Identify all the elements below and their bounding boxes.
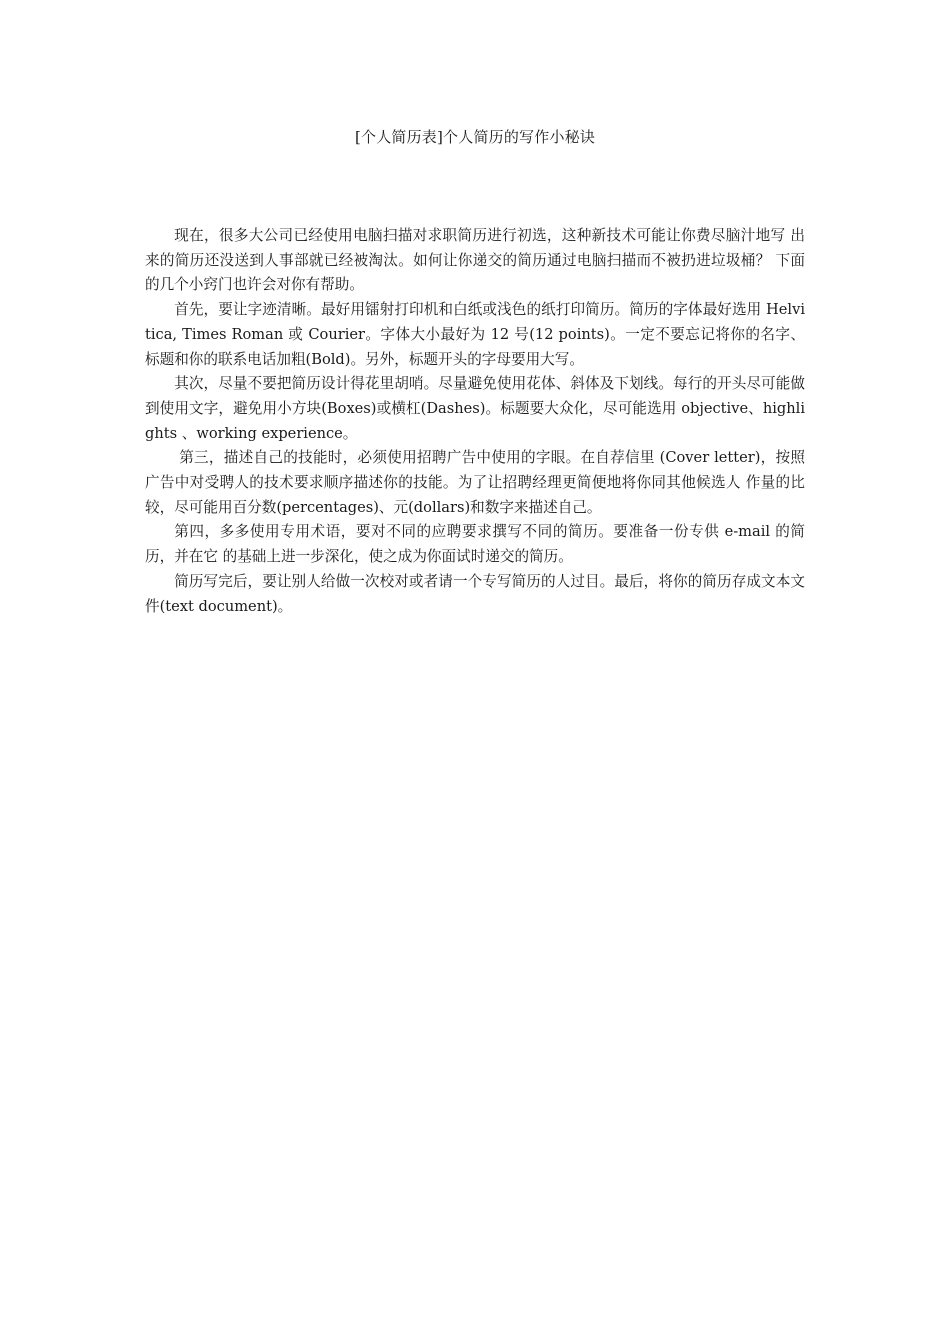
document-title: [个人简历表]个人简历的写作小秘诀	[354, 128, 596, 146]
paragraph-tip-2: 其次，尽量不要把简历设计得花里胡哨。尽量避免使用花体、斜体及下划线。每行的开头尽可能做 到使用文字，避免用小方块(Boxes)或横杠(Dashes)。标题要大众化，尽可能选用 objective、highlights 、working experience。	[145, 375, 805, 442]
paragraph-intro: 现在，很多大公司已经使用电脑扫描对求职简历进行初选，这种新技术可能让你费尽脑汁地写 出来的简历还没送到人事部就已经被淘汰。如何让你递交的简历通过电脑扫描而不被扔进垃圾桶？ 下面的几个小窍门也许会对你有帮助。	[145, 227, 805, 294]
paragraph-tip-1: 首先，要让字迹清晰。最好用镭射打印机和白纸或浅色的纸打印简历。简历的字体最好选用 Helvitica, Times Roman 或 Courier。字体大小最好为 12 号(12 points)。一定不要忘记将你的名字、标题和你的联系电话加粗(Bold)。另外，标题开头的字母要用大写。	[145, 301, 805, 368]
document-body	[145, 224, 805, 619]
paragraph-tip-3: 第三，描述自己的技能时，必须使用招聘广告中使用的字眼。在自荐信里 (Cover letter)，按照广告中对受聘人的技术要求顺序描述你的技能。为了让招聘经理更简便地将你同其他候选人 作量的比较，尽可能用百分数(percentages)、元(dollars)和数字来描述自己。	[145, 449, 805, 516]
paragraph-tip-4: 第四，多多使用专用术语，要对不同的应聘要求撰写不同的简历。要准备一份专供 e-mail 的简历，并在它 的基础上进一步深化，使之成为你面试时递交的简历。	[145, 523, 805, 566]
paragraph-closing: 简历写完后，要让别人给做一次校对或者请一个专写简历的人过目。最后，将你的简历存成文本文件(text document)。	[145, 572, 805, 615]
